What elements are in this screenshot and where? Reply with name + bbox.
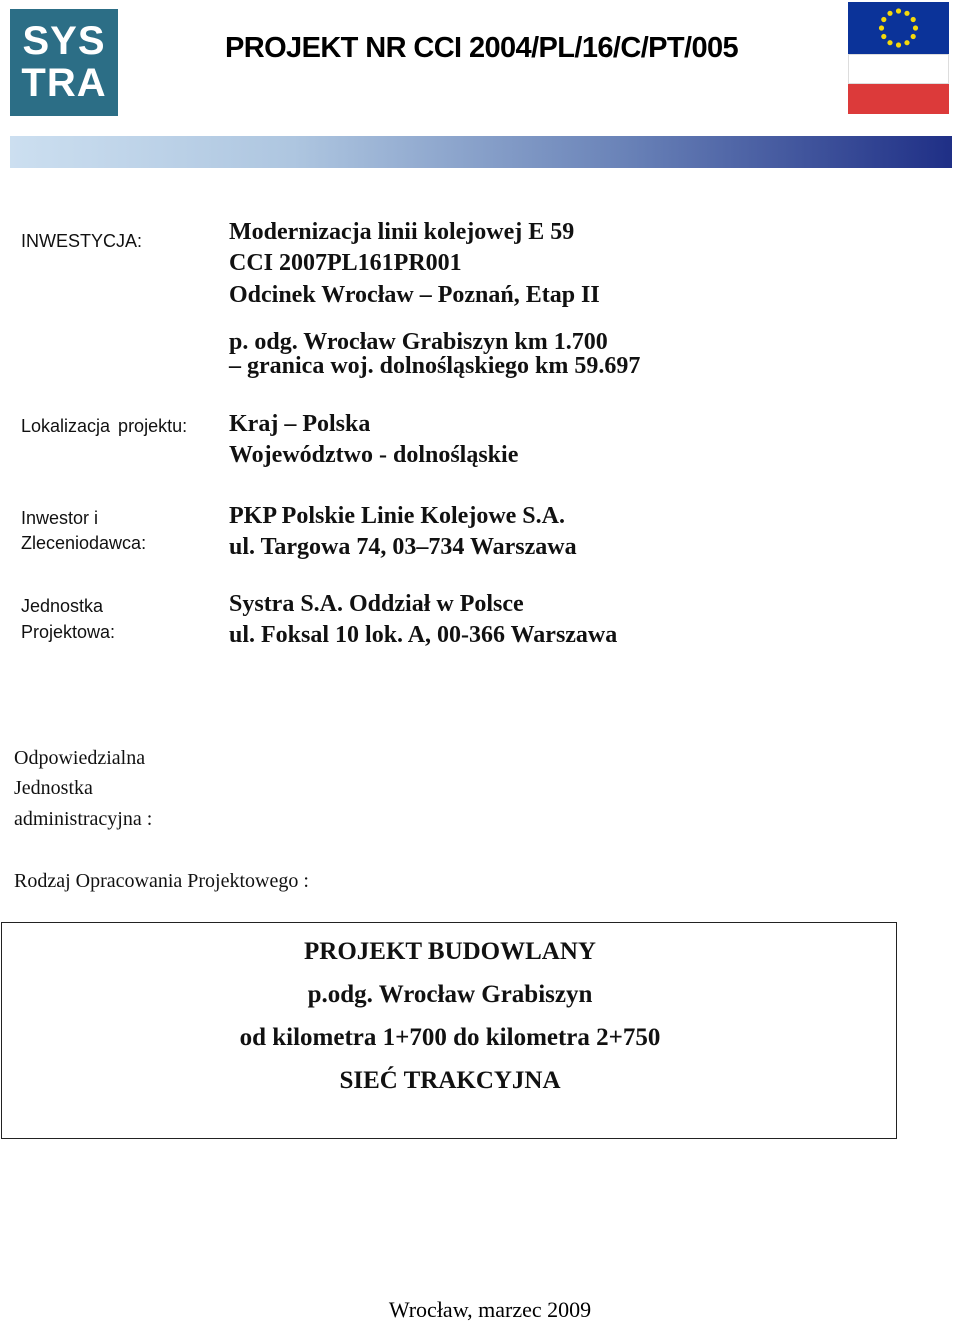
responsible-unit-label-line-3: administracyjna :	[14, 808, 153, 830]
eu-flag-icon	[848, 2, 949, 54]
design-unit-label-line-1: Jednostka	[21, 596, 104, 616]
poland-flag-icon	[848, 54, 949, 84]
responsible-unit-label-line-2: Jednostka	[14, 777, 93, 799]
location-line-2: Województwo - dolnośląskie	[229, 442, 519, 468]
footer-place-date: Wrocław, marzec 2009	[388, 1297, 592, 1322]
investor-label-line-1: Inwestor i	[21, 508, 99, 528]
box-line-station: p.odg. Wrocław Grabiszyn	[307, 981, 593, 1008]
header-gradient-bar	[10, 136, 952, 168]
investment-line-2: CCI 2007PL161PR001	[229, 250, 462, 276]
investment-line-3: Odcinek Wrocław – Poznań, Etap II	[229, 282, 600, 308]
investor-line-1: PKP Polskie Linie Kolejowe S.A.	[229, 503, 565, 529]
box-line-kilometers: od kilometra 1+700 do kilometra 2+750	[239, 1024, 661, 1051]
investor-line-2: ul. Targowa 74, 03–734 Warszawa	[229, 534, 577, 560]
design-unit-label-line-2: Projektowa:	[21, 622, 116, 642]
document-title-box	[1, 922, 897, 1139]
investment-line-4: p. odg. Wrocław Grabiszyn km 1.700	[229, 329, 608, 355]
box-line-project-type: PROJEKT BUDOWLANY	[304, 938, 596, 965]
poland-flag-red-stripe	[848, 84, 949, 114]
investment-line-1: Modernizacja linii kolejowej E 59	[229, 219, 575, 245]
logo-text-top: SYS	[22, 19, 106, 63]
design-unit-line-2: ul. Foksal 10 lok. A, 00-366 Warszawa	[229, 622, 618, 648]
investment-line-5: – granica woj. dolnośląskiego km 59.697	[229, 353, 641, 379]
location-line-1: Kraj – Polska	[229, 411, 371, 437]
investor-label-line-2: Zleceniodawca:	[21, 533, 147, 553]
design-unit-line-1: Systra S.A. Oddział w Polsce	[229, 591, 524, 617]
location-label: Lokalizacja projektu:	[21, 416, 188, 436]
logo-text-bottom: TRA	[21, 61, 107, 105]
investment-label: INWESTYCJA:	[21, 231, 143, 251]
project-number-title: PROJEKT NR CCI 2004/PL/16/C/PT/005	[225, 32, 739, 64]
document-type-label: Rodzaj Opracowania Projektowego :	[14, 870, 309, 892]
box-line-discipline: SIEĆ TRAKCYJNA	[339, 1067, 561, 1094]
responsible-unit-label-line-1: Odpowiedzialna	[14, 747, 146, 769]
systra-logo	[10, 9, 118, 116]
eu-stars	[848, 2, 949, 54]
